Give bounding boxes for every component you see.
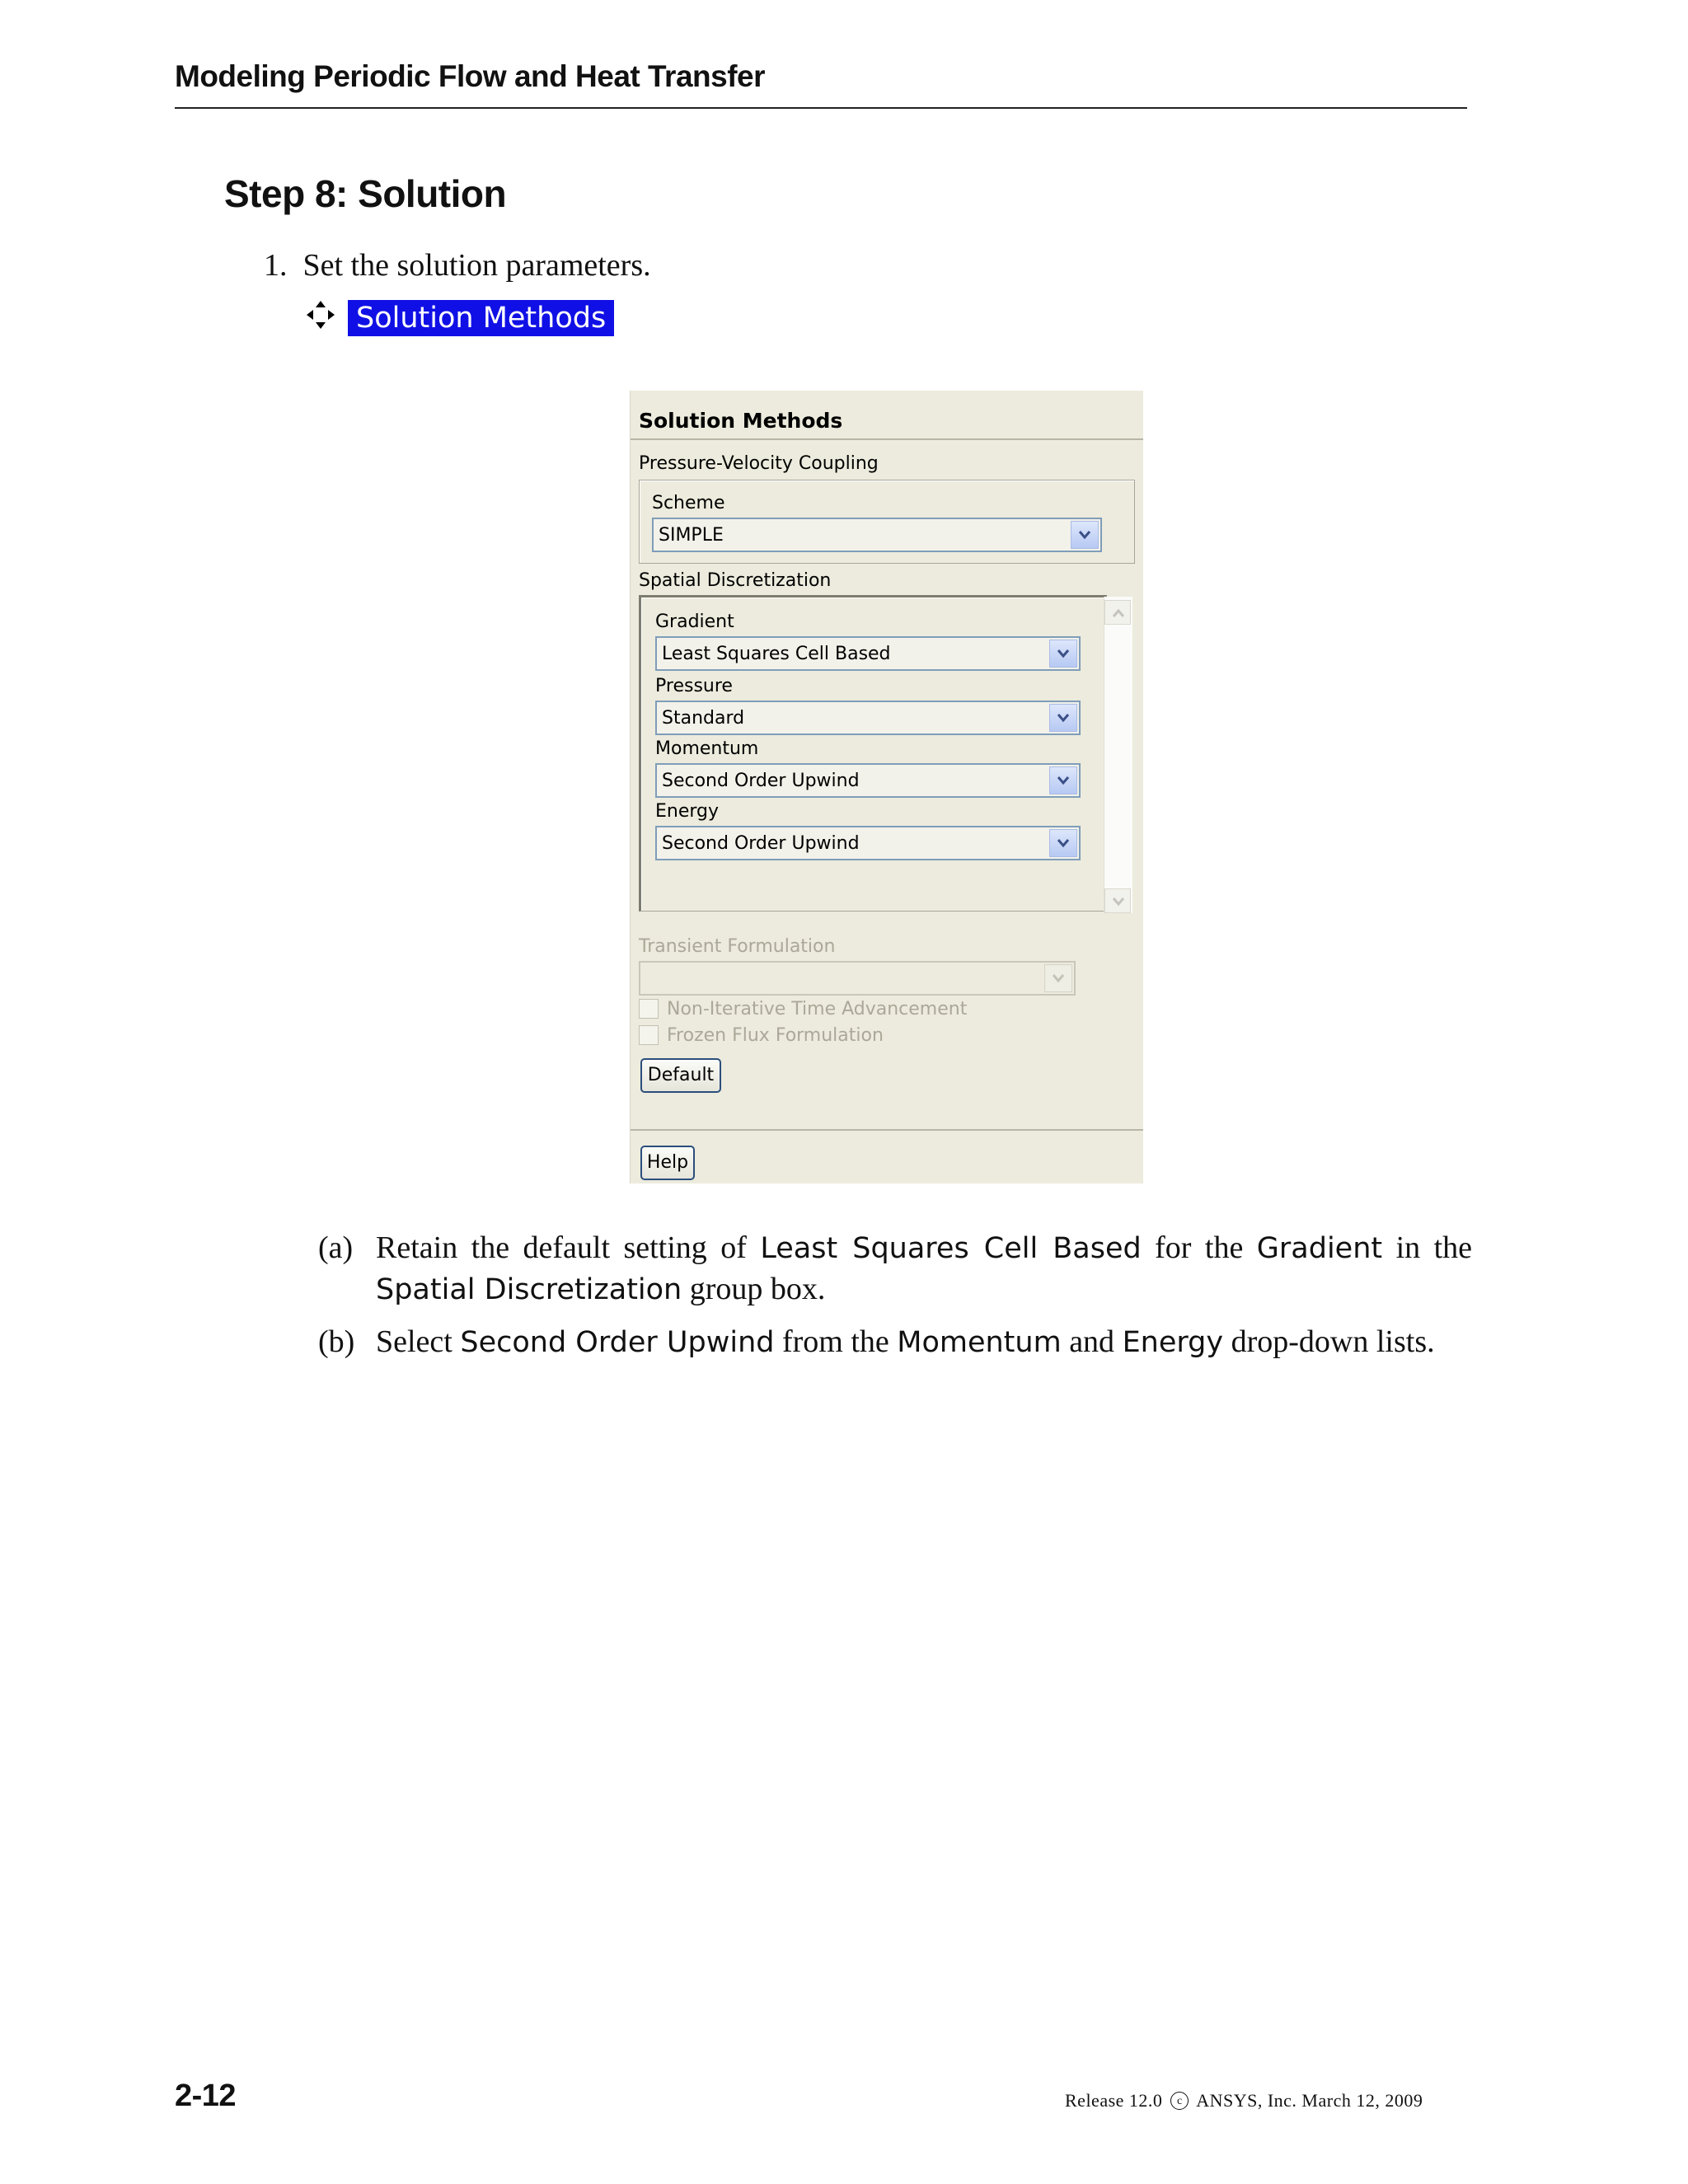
spatial-discretization-group-label: Spatial Discretization [639, 570, 832, 591]
footer-release [1065, 2090, 1423, 2111]
momentum-dropdown-arrow-icon[interactable] [1049, 766, 1077, 794]
ui-term-energy: Energy [1122, 1326, 1224, 1359]
default-button[interactable]: Default [640, 1058, 721, 1093]
pressure-dropdown-arrow-icon[interactable] [1049, 704, 1077, 732]
text-run: in the [1382, 1230, 1472, 1265]
frozen-flux-formulation-checkbox[interactable] [639, 1025, 659, 1045]
help-button[interactable]: Help [640, 1146, 695, 1180]
pressure-dropdown[interactable] [655, 701, 1081, 735]
momentum-label: Momentum [655, 738, 759, 759]
text-run: and [1061, 1324, 1123, 1359]
ui-term-momentum: Momentum [897, 1326, 1062, 1359]
scheme-value: SIMPLE [659, 525, 724, 546]
ui-term-gradient: Gradient [1256, 1232, 1383, 1265]
navigation-arrows-icon [305, 299, 336, 330]
list-item-number: 1. [264, 248, 288, 283]
scheme-label: Scheme [652, 493, 725, 513]
panel-footer-rule [631, 1129, 1143, 1131]
text-run: drop-down lists. [1223, 1324, 1435, 1359]
ui-term-spatial-discretization: Spatial Discretization [376, 1273, 682, 1306]
text-run: from the [774, 1324, 898, 1359]
panel-title-rule [631, 438, 1143, 440]
gradient-label: Gradient [655, 612, 734, 632]
gradient-value: Least Squares Cell Based [662, 644, 891, 664]
frozen-flux-formulation-label: Frozen Flux Formulation [667, 1025, 884, 1046]
panel-title: Solution Methods [639, 409, 843, 433]
ui-term-second-order-upwind: Second Order Upwind [460, 1326, 775, 1359]
text-run: Select [376, 1324, 461, 1359]
gradient-dropdown[interactable] [655, 636, 1081, 671]
sub-item-b-label: (b) [318, 1324, 355, 1359]
non-iterative-time-advancement-checkbox[interactable] [639, 999, 659, 1019]
text-run: for the [1141, 1230, 1257, 1265]
scheme-dropdown[interactable] [652, 518, 1102, 552]
energy-dropdown-arrow-icon[interactable] [1049, 829, 1077, 857]
energy-value: Second Order Upwind [662, 833, 860, 854]
transient-formulation-dropdown[interactable] [639, 961, 1076, 996]
solution-methods-panel [630, 391, 1143, 1183]
copyright-icon: c [1170, 2092, 1189, 2110]
running-head: Modeling Periodic Flow and Heat Transfer [175, 59, 766, 93]
release-company-date: ANSYS, Inc. March 12, 2009 [1196, 2090, 1423, 2111]
list-item-text: Set the solution parameters. [302, 248, 651, 283]
sub-item-b-text [376, 1322, 1472, 1363]
non-iterative-time-advancement-label: Non-Iterative Time Advancement [667, 999, 968, 1019]
sub-item-a-text [376, 1228, 1472, 1310]
header-rule [175, 107, 1467, 109]
text-run: Retain the default setting of [376, 1230, 761, 1265]
pv-coupling-group-label: Pressure-Velocity Coupling [639, 453, 879, 474]
page-number: 2-12 [175, 2079, 237, 2113]
step-title: Step 8: Solution [224, 172, 507, 215]
pressure-value: Standard [662, 708, 745, 729]
transient-formulation-label: Transient Formulation [639, 936, 836, 957]
release-text: Release 12.0 [1065, 2090, 1163, 2111]
list-item-1 [264, 247, 651, 284]
ui-term-least-squares: Least Squares Cell Based [760, 1232, 1142, 1265]
transient-dropdown-arrow-icon[interactable] [1044, 964, 1072, 992]
energy-dropdown[interactable] [655, 826, 1081, 860]
text-run: group box. [682, 1272, 826, 1306]
energy-label: Energy [655, 801, 720, 822]
momentum-dropdown[interactable] [655, 763, 1081, 798]
scheme-dropdown-arrow-icon[interactable] [1071, 521, 1099, 549]
momentum-value: Second Order Upwind [662, 771, 860, 791]
spatial-discretization-scrollbar[interactable] [1104, 597, 1132, 913]
gradient-dropdown-arrow-icon[interactable] [1049, 640, 1077, 668]
pressure-label: Pressure [655, 676, 733, 696]
solution-methods-link[interactable]: Solution Methods [348, 300, 614, 336]
sub-item-a-label: (a) [318, 1230, 354, 1265]
scroll-up-button[interactable] [1104, 600, 1131, 625]
scroll-down-button[interactable] [1104, 888, 1131, 913]
navigation-path [305, 298, 614, 338]
